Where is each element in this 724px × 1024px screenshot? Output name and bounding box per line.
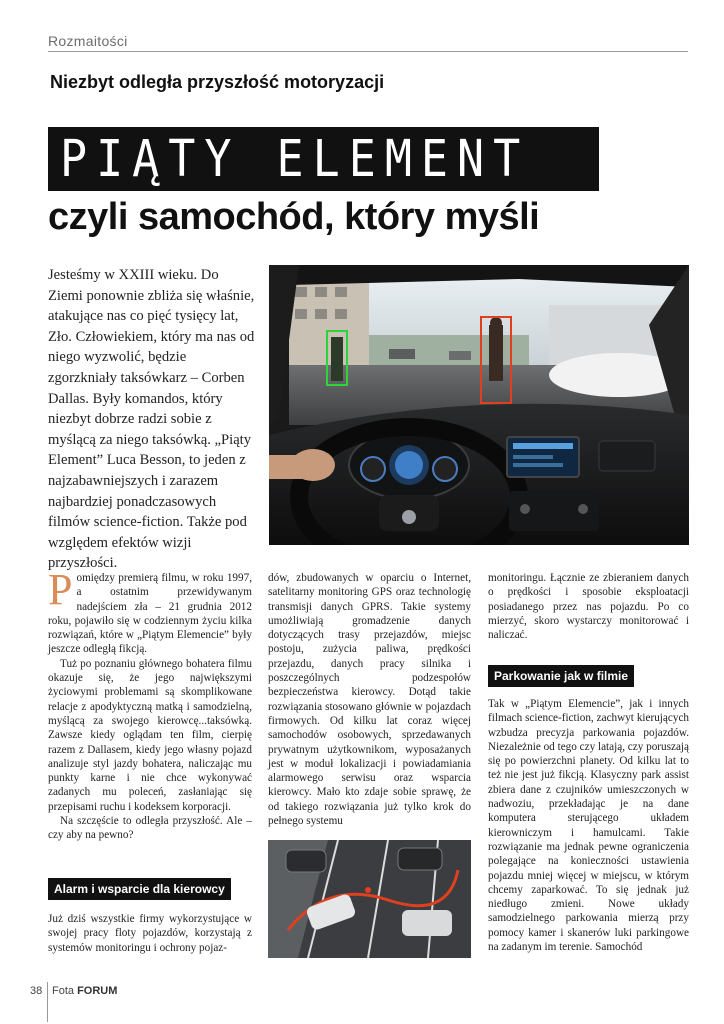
paragraph: Na szczęście to odległa przyszłość. Ale – czy aby na pewno? [48,815,252,842]
drop-cap: P [48,565,73,614]
paragraph: Już dziś wszystkie firmy wykorzystujące w swojej pracy floty pojazdów, korzystają z systemów monitoringu i ochrony pojaz- [48,913,252,954]
magazine-title: FORUM [77,985,118,997]
subheading-alarm: Alarm i wsparcie dla kierowcy [48,878,231,900]
parking-assist-photo [268,840,471,958]
body-column-1-continued [48,912,252,955]
section-divider [48,51,688,52]
article-kicker: Niezbyt odległa przyszłość motoryzacji [50,72,385,92]
paragraph: monitoringu. Łącznie ze zbieraniem danych o prędkości i sposobie eksploatacji posiadanego przez nas pojazdu. Po co mierzyć, skoro wystarczy monitorować i naliczać. [488,572,689,642]
paragraph: Tuż po poznaniu głównego bohatera filmu okazuje się, że jego największymi życiowymi problemami są skomplikowane relacje z apodyktyczną matką i samodzielną, myślącą za swojego kierowcę...taksówką. Zawsze kiedy oglądam ten film, cierpię razem z Dallasem, kiedy jego własny pojazd analizuje styl jazdy bohatera, naliczając mu punkty karne i nie chce wykonywać zadanych mu poleceń, zasłaniając się przepisami ruchu i kodeksem korporacji. [48,657,252,813]
magazine-name [52,985,117,997]
paragraph: dów, zbudowanych w oparciu o Internet, satelitarny monitoring GPS oraz technologię transmisji danych GPRS. Takie systemy umożliwiają gromadzenie danych dotyczących trasy przejazdów, miejsc postoju, zużycia paliwa, prędkości przejazdu, danych pracy silnika i poszczególnych podzespołów bezpieczeństwa kierowcy. Dotąd takie rozwiązania stosowano głównie w pojazdach firmowych. Od kilku lat coraz więcej samochodów osobowych, sprzedawanych prywatnym użytkownikom, wyposażanych jest w moduł lokalizacji i powiadamiania alarmowego serwisu oraz wsparcia kierowcy. Mało kto zdaje sobie sprawę, że od takiego rozwiązania już tylko krok do pełnego systemu [268,572,471,828]
section-label: Rozmaitości [48,33,128,49]
paragraph: omiędzy premierą filmu, w roku 1997, a ostatnim przewidywanym nadejściem zła – 21 grudnia 2012 roku, pojawiło się w codziennym życiu kilka rozwiązań, które w „Piątym Elemencie” były jeszcze odległą fikcją. [48,572,252,656]
body-column-3-continued [488,697,689,954]
body-column-3 [488,571,689,642]
car-interior-photo [269,265,689,545]
article-title: PIĄTY ELEMENT [60,128,530,189]
paragraph: Tak w „Piątym Elemencie”, jak i innych filmach science-fiction, zachwyt kierujących wzbudza precyzja parkowania pojazdów. Niezależnie od tego czy latają, czy poruszają się po powierzchni planety. Od kilku lat to też nie jest już fikcją. Klasyczny park assist zbiera dane z czujników umieszczonych w nadwoziu, przekładając je na dane komputera sterującego układem kierowniczym i hamulcami. Takie rozwiązanie ma jednak pewne ograniczenia polegające na konieczności ustawienia pojazdu mniej więcej w miejscu, w którym chcemy zaparkować. To się jednak już niedługo zmieni. Nowe układy samodzielnego parkowania mierzą przy pomocy kamer i skanerów luki parkingowe na zadanym im terenie. Samochód [488,698,689,954]
body-column-1 [48,565,252,843]
footer-divider [47,982,48,1022]
magazine-prefix: Fota [52,985,75,997]
subheading-parking: Parkowanie jak w filmie [488,665,634,687]
article-subtitle: czyli samochód, który myśli [48,196,540,238]
body-column-2 [268,571,471,828]
page-number: 38 [30,985,43,997]
lead-paragraph: Jesteśmy w XXIII wieku. Do Ziemi ponownie zbliża się właśnie, atakujące nas co pięć tysięcy lat, Zło. Człowiekiem, który ma nas od niego wyzwolić, będzie zgorzkniały taksówkarz – Corben Dallas. Były komandos, który niezbyt dobrze radzi sobie z myślącą za niego taksówką. „Piąty Element” Luca Besson, to jeden z najzabawniejszych i zarazem najbardziej ponadczasowych filmów science-fiction. Także pod względem efektów wizji przyszłości. [48,267,255,572]
